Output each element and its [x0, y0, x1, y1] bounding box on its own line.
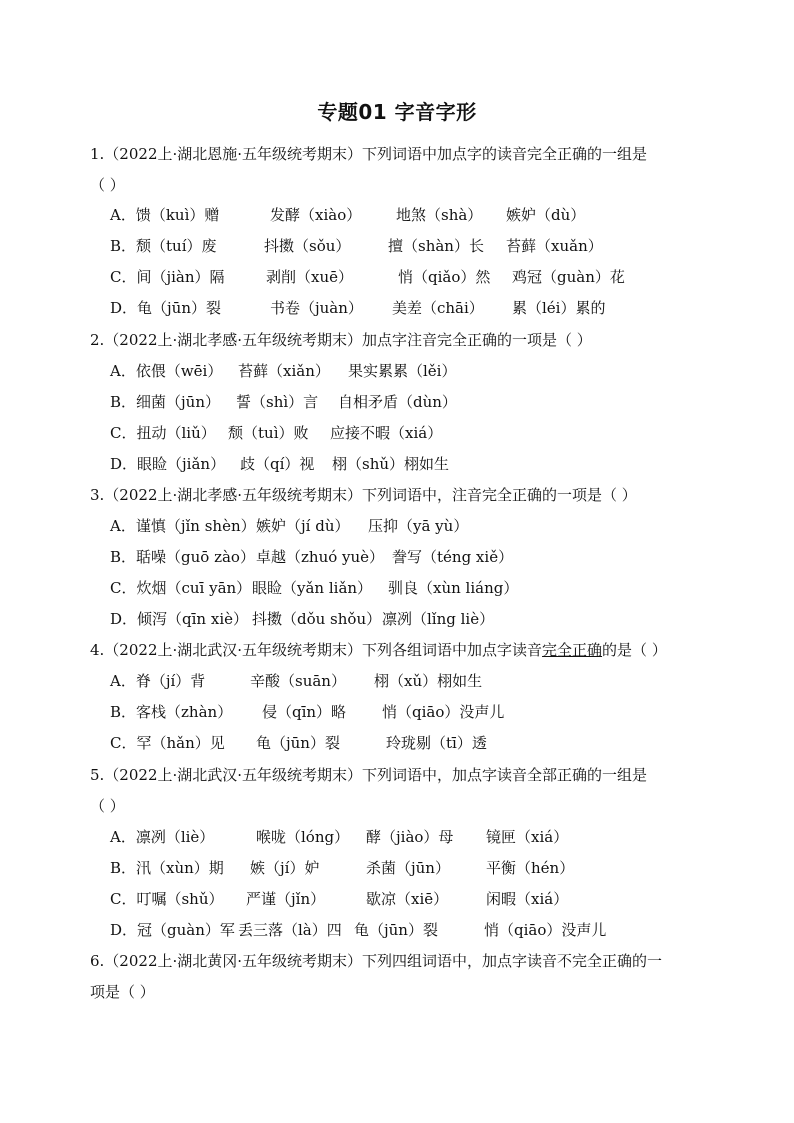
option-item: 驯良（xùn liáng） [388, 579, 519, 597]
option-item: B．颓（tuí）废 [110, 237, 217, 255]
option-item: 丢三落（là）四 [238, 921, 342, 939]
option-item: 书卷（juàn） [270, 299, 363, 317]
question-5 [90, 760, 710, 822]
page-title: 专题01 字音字形 [317, 100, 477, 124]
option-item: 应接不暇（xiá） [330, 424, 443, 442]
question-4 [90, 635, 710, 666]
option-row [110, 542, 513, 573]
question-stem: 1.（2022上·湖北恩施·五年级统考期末）下列词语中加点字的读音完全正确的一组是 [90, 145, 648, 163]
question-stem: 6.（2022上·湖北黄冈·五年级统考期末）下列四组词语中，加点字读音不完全正确的一 [90, 952, 663, 970]
option-item: D．倾泻（qīn xiè） [110, 610, 248, 628]
question-stem-cont: 项是（ ） [90, 983, 155, 1001]
question-6 [90, 946, 710, 1008]
option-item: 杀菌（jūn） [366, 859, 450, 877]
option-item: 自相矛盾（dùn） [338, 393, 457, 411]
option-item: 颓（tuì）败 [228, 424, 309, 442]
option-item: 眼睑（yǎn liǎn） [252, 579, 373, 597]
option-row [110, 915, 606, 946]
option-item: 栩（xǔ）栩如生 [374, 672, 483, 690]
option-item: 龟（jūn）裂 [256, 734, 340, 752]
option-item: 誓（shì）言 [236, 393, 319, 411]
option-item: A．凛冽（liè） [110, 828, 215, 846]
option-item: C．间（jiàn）隔 [110, 268, 225, 286]
option-item: C．炊烟（cuī yān） [110, 579, 252, 597]
option-item: B．聒噪（guō zào） [110, 548, 255, 566]
option-item: 凛冽（lǐng liè） [382, 610, 495, 628]
option-item: D．龟（jūn）裂 [110, 299, 221, 317]
option-row [110, 822, 568, 853]
option-item: 苔藓（xiǎn） [238, 362, 330, 380]
option-row [110, 200, 585, 231]
option-row [110, 449, 449, 480]
option-item: 嫉妒（dù） [506, 206, 586, 224]
option-item: 歇凉（xiē） [366, 890, 449, 908]
option-item: 龟（jūn）裂 [354, 921, 438, 939]
option-item: A．馈（kuì）赠 [110, 206, 220, 224]
option-row [110, 697, 504, 728]
option-item: 果实累累（lěi） [348, 362, 457, 380]
option-item: 誊写（téng xiě） [392, 548, 514, 566]
question-stem-end: 的是（ ） [602, 641, 667, 659]
option-row [110, 356, 456, 387]
question-stem: 3.（2022上·湖北孝感·五年级统考期末）下列词语中，注音完全正确的一项是（ ） [90, 486, 637, 504]
question-stem: 2.（2022上·湖北孝感·五年级统考期末）加点字注音完全正确的一项是（ ） [90, 331, 592, 349]
option-item: 歧（qí）视 [240, 455, 315, 473]
option-row [110, 262, 625, 293]
option-item: 严谨（jǐn） [246, 890, 326, 908]
option-item: C．扭动（liǔ） [110, 424, 216, 442]
question-1 [90, 139, 710, 201]
option-item: 地煞（shà） [396, 206, 483, 224]
option-item: 卓越（zhuó yuè） [256, 548, 385, 566]
option-item: 闲暇（xiá） [486, 890, 569, 908]
option-row [110, 666, 482, 697]
option-item: 平衡（hén） [486, 859, 575, 877]
option-row [110, 511, 468, 542]
option-item: D．眼睑（jiǎn） [110, 455, 226, 473]
option-item: 玲珑剔（tī）透 [386, 734, 487, 752]
option-item: 嫉妒（jí dù） [256, 517, 350, 535]
option-item: 酵（jiào）母 [366, 828, 454, 846]
option-row [110, 231, 603, 262]
underlined-text: 完全正确 [542, 641, 603, 659]
option-item: 抖擞（sǒu） [264, 237, 351, 255]
option-item: 辛酸（suān） [250, 672, 346, 690]
option-row [110, 604, 494, 635]
option-row [110, 728, 487, 759]
option-row [110, 573, 518, 604]
question-stem: 4.（2022上·湖北武汉·五年级统考期末）下列各组词语中加点字读音 [90, 641, 543, 659]
option-item: 侵（qīn）略 [262, 703, 347, 721]
option-item: 镜匣（xiá） [486, 828, 569, 846]
option-item: 压抑（yā yù） [368, 517, 469, 535]
option-item: B．细菌（jūn） [110, 393, 220, 411]
option-item: 鸡冠（guàn）花 [512, 268, 625, 286]
question-2 [90, 325, 710, 356]
option-item: 悄（qiāo）没声儿 [382, 703, 505, 721]
question-stem-cont: （ ） [90, 176, 125, 194]
option-row [110, 387, 457, 418]
option-item: 栩（shǔ）栩如生 [332, 455, 450, 473]
option-item: 美差（chāi） [392, 299, 484, 317]
option-item: D．冠（guàn）军 [110, 921, 235, 939]
option-item: A．谨慎（jǐn shèn） [110, 517, 256, 535]
option-item: 发酵（xiào） [270, 206, 362, 224]
option-item: 悄（qiǎo）然 [398, 268, 491, 286]
option-item: C．叮嘱（shǔ） [110, 890, 224, 908]
option-row [110, 293, 605, 324]
option-item: A．依偎（wēi） [110, 362, 223, 380]
option-item: A．脊（jí）背 [110, 672, 206, 690]
option-row [110, 853, 574, 884]
option-item: 剥削（xuē） [266, 268, 353, 286]
option-item: B．客栈（zhàn） [110, 703, 233, 721]
option-row [110, 418, 442, 449]
option-item: 抖擞（dǒu shǒu） [252, 610, 382, 628]
option-item: 累（léi）累的 [512, 299, 606, 317]
option-item: 喉咙（lóng） [256, 828, 350, 846]
option-item: 擅（shàn）长 [388, 237, 484, 255]
option-item: 苔藓（xuǎn） [506, 237, 603, 255]
option-item: 悄（qiāo）没声儿 [484, 921, 607, 939]
option-item: C．罕（hǎn）见 [110, 734, 225, 752]
question-stem: 5.（2022上·湖北武汉·五年级统考期末）下列词语中，加点字读音全部正确的一组是 [90, 766, 648, 784]
question-3 [90, 480, 710, 511]
question-stem-cont: （ ） [90, 797, 125, 815]
option-item: B．汛（xùn）期 [110, 859, 224, 877]
option-item: 嫉（jí）妒 [250, 859, 320, 877]
option-row [110, 884, 568, 915]
